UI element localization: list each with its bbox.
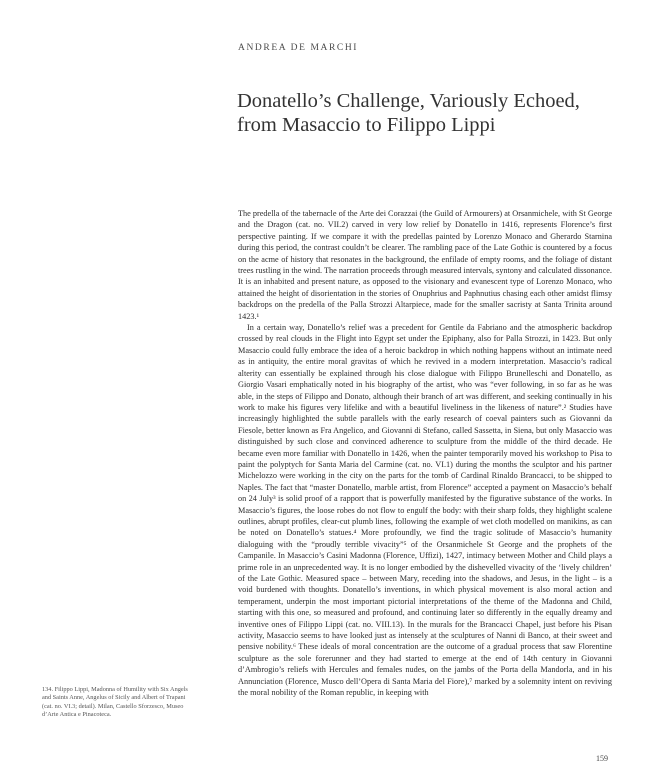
title-line-1: Donatello’s Challenge, Variously Echoed, (237, 90, 580, 112)
title-line-2: from Masaccio to Filippo Lippi (237, 114, 496, 136)
paragraph-1: The predella of the tabernacle of the Arte dei Corazzai (the Guild of Armourers) at Orsanmichele, with St George and the Dragon (cat. no. VII.2) carved in very low relief by Donatello in 1416, represents Florence’s first perspective painting. If we compare it with the predellas painted by Lorenzo Monaco and Gherardo Starnina during this period, the contrast couldn’t be clearer. The rambling pace of the Late Gothic is countered by a focus on the acme of history that resonates in the background, the enfilade of empty rooms, and the foliage of distant trees rustling in the wind. The narration proceeds through measured intervals, syntony and calculated dissonance. It is an inhabited and present nature, as opposed to the visionary and evanescent type of Lorenzo Monaco, who attained the height of disorientation in the stories of Onuphrius and Paphnutius chasing each other amidst flimsy backdrops on the predella of the Palla Strozzi Altarpiece, made for the smaller sacristy at Santa Trinita around 1423.¹ (238, 209, 612, 321)
caption-line: d’Arte Antica e Pinacoteca. (42, 710, 112, 718)
body-text (238, 208, 612, 698)
author-name: ANDREA DE MARCHI (238, 43, 359, 53)
paragraph-2: In a certain way, Donatello’s relief was a precedent for Gentile da Fabriano and the atmospheric backdrop crossed by real clouds in the Flight into Egypt set under the Epiphany, also for Palla Strozzi, in 1423. But only Masaccio could fully embrace the idea of a heroic backdrop in which nothing happens without an intimate need as in antiquity, the entire moral gravitas of which he revived in a modern interpretation. Masaccio’s radical alterity can essentially be explained through his close dialogue with Filippo Brunelleschi and Donatello, as Giorgio Vasari emphatically noted in his biography of the artist, who was “ever following, in so far as he was able, in the steps of Filippo and Donato, although their branch of art was different, and seeking continually in his work to make his figures very lifelike and with a beautiful liveliness in the likeness of nature”.² Studies have increasingly highlighted the subtle parallels with the early research of coeval painters such as Giovanni da Fiesole, better known as Fra Angelico, and Giovanni di Stefano, called Sassetta, in Siena, but only Masaccio was distinguished by such close and convinced adherence to sculpture from the middle of the third decade. He became even more familiar with Donatello in 1426, when the painter temporarily moved his workshop to Pisa to paint the polyptych for Santa Maria del Carmine (cat. no. VI.1) during the months the sculptor and his partner Michelozzo were working in the city on the parts for the tomb of Cardinal Rinaldo Brancacci, to be shipped to Naples. The fact that “master Donatello, marble artist, from Florence” accepted a payment on Masaccio’s behalf on 24 July³ is solid proof of a rapport that is powerfully manifested by the figurative substance of the works. In Masaccio’s figures, the loose robes do not flow to engulf the body: with their sharp folds, they highlight scalene outlines, abrupt profiles, clear-cut plumb lines, following the example of wet cloth modelled on manikins, as can be noted on Donatello’s statues.⁴ More profoundly, we find the tragic solitude of Masaccio’s humanity dialoguing with the “proudly terrible vivacity”⁵ of the Orsanmichele St George and the prophets of the Campanile. In Masaccio’s Casini Madonna (Florence, Uffizi), 1427, intimacy between Mother and Child plays a prime role in an unprecedented way. It is no longer embodied by the dishevelled vivacity of the ‘lively children’ of the Late Gothic. Measured space – between Mary, receding into the shadows, and Jesus, in the light – is a void burdened with thoughts. Donatello’s inventions, in which physical movement is also moral action and temperament, underpin the most important pictorial interpretations of the theme of the Madonna and Child, starting with this one, so measured and profound, and continuing later so differently in the equally dreamy and inventive ones of Filippo Lippi (cat. no. VIII.13). In the murals for the Brancacci Chapel, just before his Pisan activity, Masaccio seems to have looked just as intensely at the sculptures of Nanni di Banco, at their sweet and pensive nobility.⁶ These ideals of moral concentration are the outcome of a gradual process that saw Florentine sculpture as the sole forerunner and they had started to emerge at the end of 14th century in Giovanni d’Ambrogio’s reliefs with Hercules and females nudes, on the jambs of the Porta della Mandorla, and in his Annunciation (Florence, Musco dell’Opera di Santa Maria del Fiore),⁷ marked by a solemnity intent on reviving the moral nobility of the Roman republic, in keeping with (238, 323, 612, 698)
figure-caption (42, 686, 212, 719)
caption-line: (cat. no. VI.3; detail). Milan, Castello Sforzesco, Museo (42, 702, 184, 710)
chapter-title (237, 89, 617, 137)
caption-line: 134. Filippo Lippi, Madonna of Humility with Six Angels (42, 686, 188, 693)
caption-line: and Saints Anne, Angelus of Sicily and Albert of Trapani (42, 694, 186, 702)
page-number: 159 (596, 754, 608, 763)
